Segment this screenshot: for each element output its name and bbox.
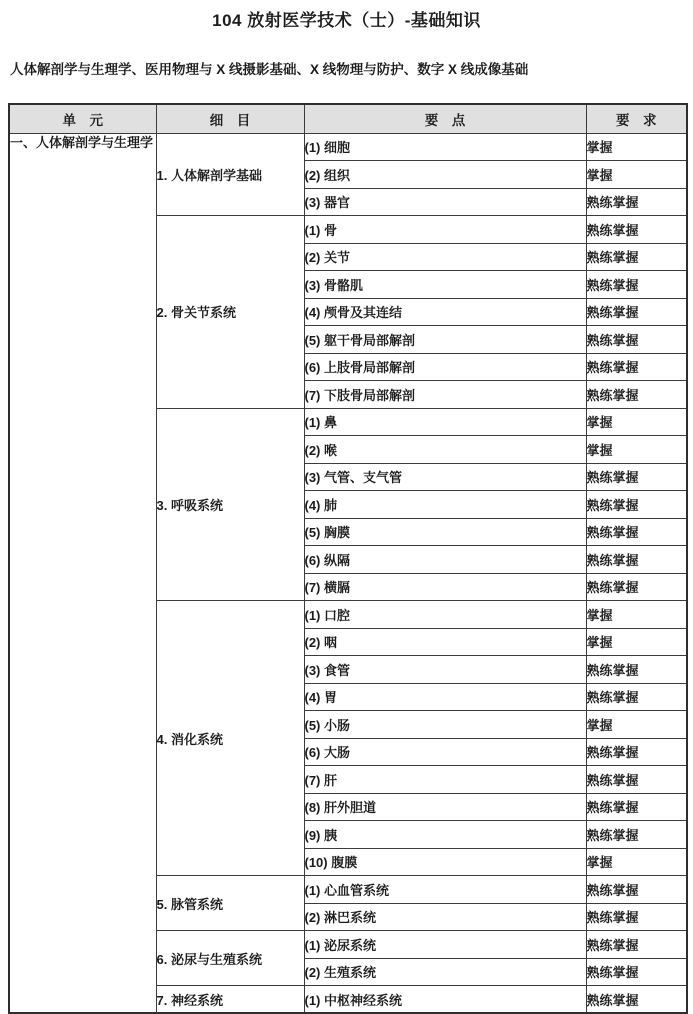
point-cell: (1) 骨 [304, 216, 586, 244]
requirement-cell: 掌握 [586, 628, 687, 656]
point-cell: (1) 口腔 [304, 601, 586, 629]
point-cell: (2) 喉 [304, 436, 586, 464]
point-cell: (1) 细胞 [304, 133, 586, 161]
page-title: 104 放射医学技术（士）-基础知识 [212, 11, 481, 30]
requirement-cell: 熟练掌握 [586, 188, 687, 216]
syllabus-table-body [9, 133, 687, 1013]
col-header-points: 要 点 [304, 104, 586, 133]
requirement-cell: 掌握 [586, 601, 687, 629]
section-label-cell: 7. 神经系统 [156, 986, 304, 1014]
requirement-cell: 熟练掌握 [586, 766, 687, 794]
requirement-cell: 熟练掌握 [586, 546, 687, 574]
point-cell: (7) 横膈 [304, 573, 586, 601]
point-cell: (2) 组织 [304, 161, 586, 189]
point-cell: (1) 中枢神经系统 [304, 986, 586, 1014]
requirement-cell: 熟练掌握 [586, 738, 687, 766]
requirement-cell: 熟练掌握 [586, 353, 687, 381]
requirement-cell: 掌握 [586, 161, 687, 189]
requirement-cell: 掌握 [586, 848, 687, 876]
section-label-cell: 2. 骨关节系统 [156, 216, 304, 409]
requirement-cell: 掌握 [586, 133, 687, 161]
point-cell: (8) 肝外胆道 [304, 793, 586, 821]
point-cell: (4) 肺 [304, 491, 586, 519]
point-cell: (1) 鼻 [304, 408, 586, 436]
point-cell: (4) 胃 [304, 683, 586, 711]
requirement-cell: 熟练掌握 [586, 986, 687, 1014]
point-cell: (2) 关节 [304, 243, 586, 271]
point-cell: (3) 骨骼肌 [304, 271, 586, 299]
point-cell: (5) 胸膜 [304, 518, 586, 546]
section-label-cell: 3. 呼吸系统 [156, 408, 304, 601]
point-cell: (6) 上肢骨局部解剖 [304, 353, 586, 381]
unit-cell: 一、人体解剖学与生理学 [9, 133, 156, 1013]
point-cell: (5) 小肠 [304, 711, 586, 739]
section-label-cell: 5. 脉管系统 [156, 876, 304, 931]
requirement-cell: 熟练掌握 [586, 656, 687, 684]
section-label-cell: 1. 人体解剖学基础 [156, 133, 304, 216]
requirement-cell: 熟练掌握 [586, 793, 687, 821]
point-cell: (3) 气管、支气管 [304, 463, 586, 491]
requirement-cell: 熟练掌握 [586, 491, 687, 519]
col-header-requirement: 要 求 [586, 104, 687, 133]
point-cell: (7) 下肢骨局部解剖 [304, 381, 586, 409]
table-header-row [9, 104, 687, 133]
point-cell: (2) 生殖系统 [304, 958, 586, 986]
requirement-cell: 熟练掌握 [586, 271, 687, 299]
point-cell: (5) 躯干骨局部解剖 [304, 326, 586, 354]
section-label-cell: 4. 消化系统 [156, 601, 304, 876]
point-cell: (1) 泌尿系统 [304, 931, 586, 959]
requirement-cell: 熟练掌握 [586, 958, 687, 986]
point-cell: (3) 食管 [304, 656, 586, 684]
requirement-cell: 熟练掌握 [586, 876, 687, 904]
requirement-cell: 熟练掌握 [586, 326, 687, 354]
point-cell: (6) 大肠 [304, 738, 586, 766]
requirement-cell: 熟练掌握 [586, 381, 687, 409]
requirement-cell: 熟练掌握 [586, 821, 687, 849]
requirement-cell: 熟练掌握 [586, 573, 687, 601]
requirement-cell: 掌握 [586, 436, 687, 464]
requirement-cell: 掌握 [586, 711, 687, 739]
point-cell: (7) 肝 [304, 766, 586, 794]
point-cell: (3) 器官 [304, 188, 586, 216]
point-cell: (9) 胰 [304, 821, 586, 849]
point-cell: (4) 颅骨及其连结 [304, 298, 586, 326]
point-cell: (2) 淋巴系统 [304, 903, 586, 931]
point-cell: (1) 心血管系统 [304, 876, 586, 904]
col-header-detail: 细 目 [156, 104, 304, 133]
point-cell: (10) 腹膜 [304, 848, 586, 876]
syllabus-table [8, 103, 688, 1014]
section-label-cell: 6. 泌尿与生殖系统 [156, 931, 304, 986]
requirement-cell: 熟练掌握 [586, 931, 687, 959]
requirement-cell: 掌握 [586, 408, 687, 436]
requirement-cell: 熟练掌握 [586, 518, 687, 546]
point-cell: (2) 咽 [304, 628, 586, 656]
table-row [9, 133, 687, 161]
point-cell: (6) 纵隔 [304, 546, 586, 574]
requirement-cell: 熟练掌握 [586, 683, 687, 711]
requirement-cell: 熟练掌握 [586, 298, 687, 326]
page-subtitle: 人体解剖学与生理学、医用物理与 X 线摄影基础、X 线物理与防护、数字 X 线成像基础 [10, 62, 529, 77]
requirement-cell: 熟练掌握 [586, 463, 687, 491]
requirement-cell: 熟练掌握 [586, 903, 687, 931]
requirement-cell: 熟练掌握 [586, 216, 687, 244]
col-header-unit: 单 元 [9, 104, 156, 133]
requirement-cell: 熟练掌握 [586, 243, 687, 271]
